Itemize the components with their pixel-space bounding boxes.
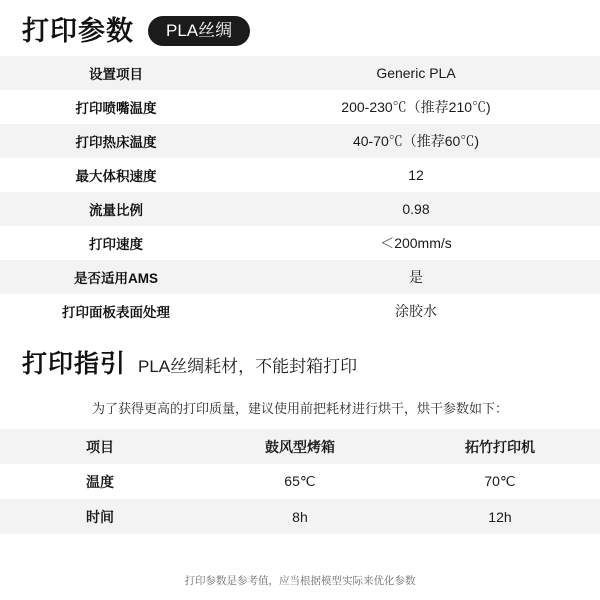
- param-value: 40-70℃（推荐60℃): [352, 133, 480, 149]
- footnote: 打印参数是参考值，应当根据模型实际来优化参数: [184, 575, 416, 587]
- column-header-item: 项目: [85, 438, 114, 455]
- drying-parameters-table: [0, 429, 600, 534]
- param-label: 流量比例: [89, 203, 143, 218]
- table-row: [0, 260, 600, 294]
- param-label: 打印热床温度: [75, 135, 157, 150]
- param-value: 200-230℃（推荐210℃): [341, 99, 491, 115]
- table-row: [0, 192, 600, 226]
- param-value: 12: [408, 167, 424, 183]
- table-row: [0, 464, 600, 499]
- param-value: 涂胶水: [395, 303, 437, 319]
- param-value: ＜200mm/s: [380, 235, 452, 251]
- table-row: [0, 226, 600, 260]
- row-label: 温度: [85, 473, 114, 490]
- cell-oven: 65℃: [284, 473, 316, 489]
- param-value: 是: [409, 269, 423, 285]
- column-header-oven: 鼓风型烤箱: [264, 438, 335, 455]
- print-parameters-table: [0, 56, 600, 328]
- table-row: [0, 56, 600, 90]
- table-row: [0, 158, 600, 192]
- param-label: 是否适用AMS: [74, 271, 158, 286]
- table-row: [0, 499, 600, 534]
- param-label: 打印喷嘴温度: [75, 101, 157, 116]
- param-label: 打印面板表面处理: [62, 305, 170, 320]
- guide-header: [0, 328, 600, 384]
- table-row: [0, 124, 600, 158]
- table-row: [0, 294, 600, 328]
- param-label: 设置项目: [89, 67, 143, 82]
- cell-printer: 70℃: [484, 473, 516, 489]
- param-label: 打印速度: [89, 237, 143, 252]
- param-value: 0.98: [402, 201, 430, 217]
- param-value: Generic PLA: [376, 65, 456, 81]
- params-header: [0, 0, 600, 56]
- guide-title: 打印指引: [22, 350, 127, 378]
- page-title: 打印参数: [22, 15, 134, 46]
- column-header-printer: 拓竹打印机: [464, 438, 535, 455]
- table-header-row: [0, 429, 600, 464]
- cell-printer: 12h: [488, 508, 512, 525]
- row-label: 时间: [85, 508, 114, 525]
- cell-oven: 8h: [292, 508, 308, 525]
- guide-subtitle: PLA丝绸耗材，不能封箱打印: [138, 357, 358, 376]
- guide-note: 为了获得更高的打印质量，建议使用前把耗材进行烘干，烘干参数如下：: [91, 401, 508, 416]
- param-label: 最大体积速度: [75, 169, 157, 184]
- material-badge: PLA丝绸: [148, 16, 250, 46]
- table-row: [0, 90, 600, 124]
